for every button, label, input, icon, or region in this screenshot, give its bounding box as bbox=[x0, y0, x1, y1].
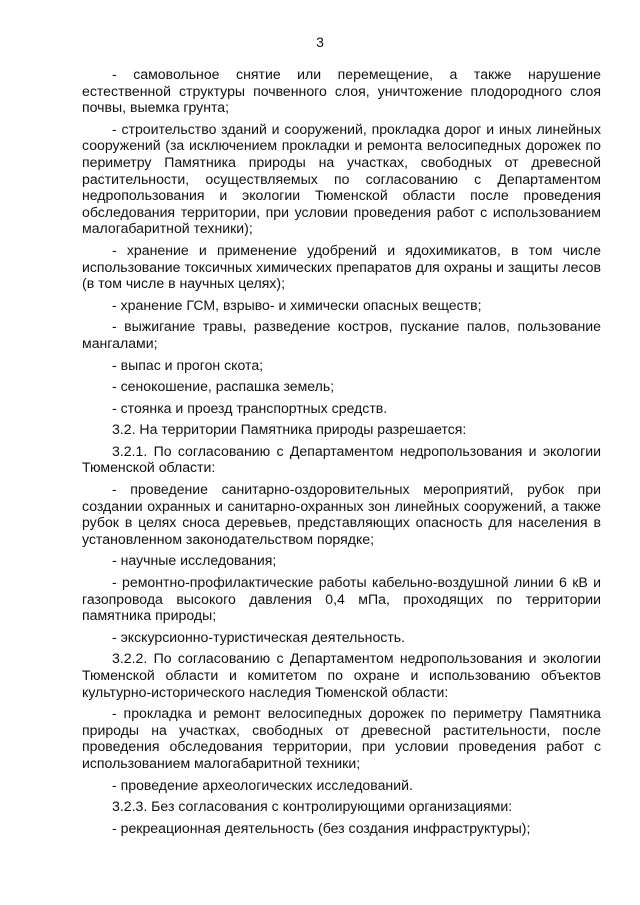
paragraph: - самовольное снятие или перемещение, а также нарушение естественной структуры почвенного слоя, уничтожение плодородного слоя почвы, выемка грунта; bbox=[82, 66, 601, 116]
paragraph: - прокладка и ремонт велосипедных дорожек по периметру Памятника природы на участках, свободных от древесной растительности, после проведения обследования территории, при условии проведения работ с использованием малогабаритной техники; bbox=[82, 705, 601, 771]
paragraph: - выжигание травы, разведение костров, пускание палов, пользование мангалами; bbox=[82, 318, 601, 351]
page-number: 3 bbox=[316, 34, 324, 50]
subsection-heading: 3.2.3. Без согласования с контролирующими организациями: bbox=[112, 798, 513, 815]
paragraph: - научные исследования; bbox=[112, 552, 277, 569]
paragraph: - ремонтно-профилактические работы кабельно-воздушной линии 6 кВ и газопровода высокого давления 0,4 мПа, проходящих по территории памятника природы; bbox=[82, 574, 601, 624]
paragraph: - выпас и прогон скота; bbox=[112, 356, 264, 373]
subsection-heading: 3.2.1. По согласованию с Департаментом недропользования и экологии Тюменской области: bbox=[82, 442, 601, 476]
paragraph: - сенокошение, распашка земель; bbox=[112, 378, 335, 395]
paragraph: - хранение и применение удобрений и ядохимикатов, в том числе использование токсичных химических препаратов для охраны и защиты лесов (в том числе в научных целях); bbox=[82, 241, 601, 292]
paragraph: - экскурсионно-туристическая деятельность. bbox=[112, 628, 406, 645]
paragraph: - проведение санитарно-оздоровительных мероприятий, рубок при создании охранных и санитарно-охранных зон линейных сооружений, а также рубок в целях сноса деревьев, представляющих опасность для населения в установленном законодательством порядке; bbox=[82, 481, 601, 547]
document-body bbox=[82, 66, 601, 841]
paragraph: - проведение археологических исследований. bbox=[112, 776, 413, 793]
paragraph: - рекреационная деятельность (без создания инфраструктуры); bbox=[112, 819, 531, 836]
paragraph: - хранение ГСМ, взрыво- и химически опасных веществ; bbox=[112, 296, 482, 313]
paragraph: - стоянка и проезд транспортных средств. bbox=[112, 399, 388, 416]
paragraph: - строительство зданий и сооружений, прокладка дорог и иных линейных сооружений (за исключением прокладки и ремонта велосипедных дорожек по периметру Памятника природы на участках, свободных от древесной растительности, осуществляемых по согласованию с Департаментом недропользования и экологии Тюменской области после проведения обследования территории, при условии проведения работ с использованием малогабаритной техники); bbox=[82, 120, 601, 237]
subsection-heading: 3.2.2. По согласованию с Департаментом недропользования и экологии Тюменской области и комитетом по охране и использованию объектов культурно-исторического наследия Тюменской области: bbox=[82, 650, 601, 700]
section-heading: 3.2. На территории Памятника природы разрешается: bbox=[112, 421, 467, 438]
